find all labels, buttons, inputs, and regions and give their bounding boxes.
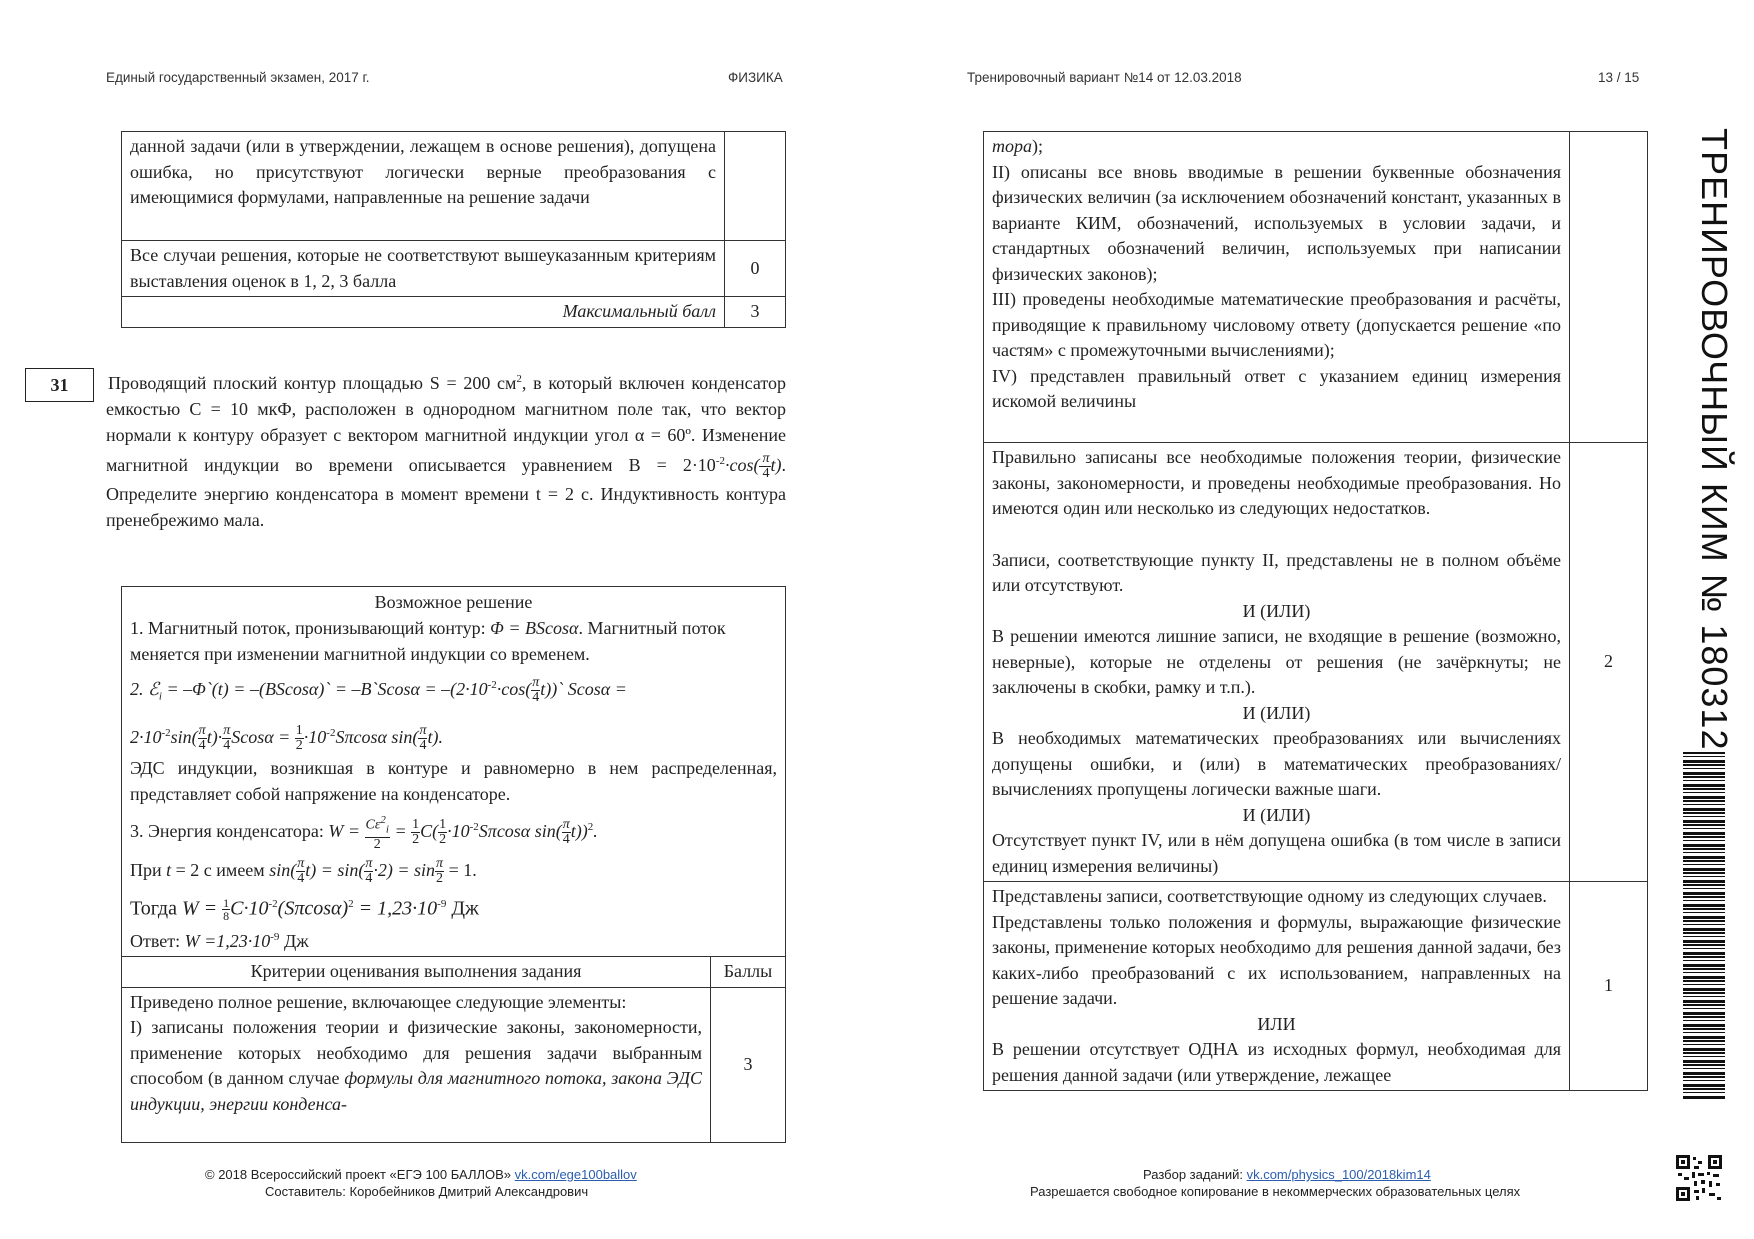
formula: ·2) = sin bbox=[373, 859, 436, 880]
footer-link-project[interactable]: vk.com/ege100ballov bbox=[514, 1167, 637, 1182]
text: = 2 с имеем bbox=[171, 859, 270, 880]
text: Представлены записи, соответствующие одному из следующих случаев. bbox=[992, 886, 1547, 906]
text: © 2018 Всероссийский проект «ЕГЭ 100 БАЛЛОВ» bbox=[205, 1167, 515, 1182]
superscript: 2 bbox=[587, 820, 594, 833]
numerator bbox=[365, 813, 390, 837]
max-score-value: 3 bbox=[725, 297, 786, 328]
fraction bbox=[531, 676, 540, 705]
formula: Φ = BScosα bbox=[490, 618, 579, 638]
criteria-text bbox=[984, 882, 1570, 1091]
numerator: 1 bbox=[223, 896, 230, 911]
formula: (Sπcosα) bbox=[277, 897, 349, 920]
text: Отсутствует пункт IV, или в нём допущена ошибка (в том числе в записи единиц измерения величины) bbox=[992, 830, 1561, 876]
formula: Sπcosα sin( bbox=[478, 820, 562, 841]
fraction bbox=[296, 857, 305, 886]
text: II) описаны все вновь вводимые в решении буквенные обозначения физических величин (за исключением обозначений констант, указанных в варианте КИМ, обозначений, используемых в условии задачи, и стандартных обозначений величин, используемых при написании физических законов); bbox=[992, 161, 1561, 284]
denominator: 2 bbox=[436, 871, 444, 887]
denominator: 4 bbox=[297, 871, 305, 887]
denominator: 4 bbox=[198, 737, 206, 753]
superscript: -2 bbox=[268, 897, 278, 910]
superscript: -2 bbox=[326, 726, 336, 739]
superscript: -9 bbox=[437, 897, 447, 910]
criteria-score: 2 bbox=[1570, 443, 1648, 882]
footer-copyright-note: Разрешается свободное копирование в некоммерческих образовательных целях bbox=[1030, 1184, 1521, 1199]
denominator: 4 bbox=[762, 466, 770, 482]
numerator: π bbox=[436, 856, 444, 872]
formula: t)· bbox=[206, 726, 223, 747]
solution-result bbox=[130, 888, 777, 925]
spacer bbox=[992, 522, 1561, 548]
text: Ответ: bbox=[130, 931, 185, 952]
superscript: -2 bbox=[161, 726, 171, 739]
formula: t))` Scosα = bbox=[540, 679, 627, 699]
denominator: 4 bbox=[419, 737, 427, 753]
denominator: 2 bbox=[373, 836, 381, 852]
fraction bbox=[759, 452, 770, 481]
formula: t) bbox=[770, 455, 782, 475]
formula: t bbox=[166, 859, 172, 880]
text: 3. Энергия конденсатора: bbox=[130, 820, 329, 841]
criteria-text bbox=[984, 132, 1570, 443]
text: Тогда bbox=[130, 897, 182, 920]
table-row bbox=[122, 241, 786, 297]
criteria-text bbox=[122, 987, 711, 1142]
numerator: 1 bbox=[439, 816, 447, 832]
task-statement bbox=[106, 366, 786, 533]
criteria-score bbox=[725, 132, 786, 241]
fraction bbox=[438, 818, 447, 847]
text: Дж bbox=[446, 897, 479, 920]
solution-title: Возможное решение bbox=[374, 592, 533, 612]
solution-step-4 bbox=[130, 852, 777, 888]
footer-right-line1 bbox=[1143, 1167, 1431, 1182]
barcode-icon bbox=[1683, 752, 1725, 1100]
superscript: 2 bbox=[516, 373, 522, 385]
table-row bbox=[122, 587, 786, 957]
fraction bbox=[411, 818, 420, 847]
table-row bbox=[984, 882, 1648, 1091]
superscript: -2 bbox=[715, 455, 725, 467]
numerator: π bbox=[297, 856, 305, 872]
formula: = 1,23·10 bbox=[353, 897, 438, 920]
numerator: π bbox=[532, 675, 540, 691]
formula: t)) bbox=[570, 820, 588, 841]
text: 1. Магнитный поток, пронизывающий контур: bbox=[130, 618, 491, 638]
text: Дж bbox=[279, 931, 309, 952]
formula: ·10 bbox=[303, 726, 327, 747]
or-label: ИЛИ bbox=[1257, 1013, 1296, 1034]
formula: W = bbox=[181, 897, 223, 920]
formula: sin( bbox=[269, 859, 297, 880]
formula: W = bbox=[328, 820, 365, 841]
text: Записи, соответствующие пункту II, представлены не в полном объёме или отсутствуют. bbox=[992, 549, 1561, 595]
emf-explanation: ЭДС индукции, возникшая в контуре и равномерно в нем распределенная, представляет собой напряжение на конденсаторе. bbox=[130, 757, 777, 804]
text: = 1. bbox=[444, 859, 477, 880]
solution-answer bbox=[130, 924, 777, 954]
header-page-number: 13 / 15 bbox=[1598, 70, 1640, 85]
numerator: π bbox=[562, 816, 570, 832]
formula: C·10 bbox=[230, 897, 269, 920]
denominator: 2 bbox=[439, 831, 447, 847]
criteria-text: данной задачи (или в утверждении, лежащем в основе решения), допущена ошибка, но присутствуют логически верные преобразования с имеющимися формулами, направленные на решение задачи bbox=[122, 132, 725, 241]
formula: . bbox=[593, 820, 598, 841]
text: IV) представлен правильный ответ с указанием единиц измерения искомой величины bbox=[992, 365, 1561, 411]
solution-cell bbox=[122, 587, 786, 957]
solution-step-1 bbox=[130, 615, 777, 667]
numerator: π bbox=[198, 722, 206, 738]
formula: = bbox=[389, 820, 412, 841]
superscript: -9 bbox=[270, 931, 280, 944]
superscript: 2 bbox=[380, 814, 386, 827]
footer-link-analysis[interactable]: vk.com/physics_100/2018kim14 bbox=[1246, 1167, 1431, 1182]
fraction bbox=[435, 857, 444, 886]
superscript: -2 bbox=[469, 820, 479, 833]
formula: C( bbox=[420, 820, 439, 841]
text: Приведено полное решение, включающее следующие элементы: bbox=[130, 991, 627, 1012]
formula: = –Φ`(t) = –(BScosα)` = –B`Scosα = –(2·10 bbox=[161, 679, 488, 699]
fraction bbox=[222, 897, 230, 922]
numerator: π bbox=[419, 722, 427, 738]
table-row bbox=[122, 957, 786, 988]
denominator: 4 bbox=[562, 831, 570, 847]
criteria-text: Все случаи решения, которые не соответствуют вышеуказанным критериям выставления оценок в 1, 2, 3 балла bbox=[122, 241, 725, 297]
solution-step-3 bbox=[130, 807, 777, 852]
header-variant: Тренировочный вариант №14 от 12.03.2018 bbox=[967, 70, 1242, 85]
formula: 2. ℰ bbox=[130, 679, 159, 699]
text: В необходимых математических преобразованиях или вычислениях допущены ошибки, и (или) в математических преобразованиях/ вычислениях пропущены логически важные шаги. bbox=[992, 728, 1561, 799]
numerator: 1 bbox=[412, 816, 420, 832]
fraction bbox=[365, 813, 390, 851]
formula: Scosα = bbox=[231, 726, 295, 747]
footer-author: Составитель: Коробейников Дмитрий Александрович bbox=[265, 1184, 589, 1199]
text: Разбор заданий: bbox=[1143, 1167, 1247, 1182]
denominator: 4 bbox=[365, 871, 373, 887]
score-header: Баллы bbox=[711, 957, 786, 988]
formula: Sπcosα sin( bbox=[335, 726, 419, 747]
formula: Cε bbox=[365, 817, 381, 833]
max-score-label: Максимальный балл bbox=[122, 297, 725, 328]
denominator: 4 bbox=[223, 737, 231, 753]
numerator: π bbox=[223, 722, 231, 738]
table-row bbox=[122, 132, 786, 241]
criteria-table-right bbox=[983, 131, 1648, 1091]
denominator: 4 bbox=[532, 690, 540, 706]
criteria-score: 1 bbox=[1570, 882, 1648, 1091]
table-row bbox=[984, 132, 1648, 443]
table-row bbox=[984, 443, 1648, 882]
text: В решении отсутствует ОДНА из исходных формул, необходимая для решения данной задачи (или утверждение, лежащее bbox=[992, 1039, 1561, 1085]
criteria-table-continuation bbox=[121, 131, 786, 328]
task-number-box: 31 bbox=[25, 368, 94, 402]
table-row bbox=[122, 297, 786, 328]
task-text: . Определите энергию конденсатора в момент времени t = 2 с. Индуктивность контура пренебрежимо мала. bbox=[106, 455, 786, 531]
numerator: 1 bbox=[295, 722, 303, 738]
text: III) проведены необходимые математические преобразования и расчёты, приводящие к правильному числовому ответу (допускается решение «по частям» с промежуточными вычислениями); bbox=[992, 289, 1561, 360]
formula: ·cos( bbox=[496, 679, 532, 699]
criteria-text bbox=[984, 443, 1570, 882]
formula: t). bbox=[427, 726, 443, 747]
criteria-header: Критерии оценивания выполнения задания bbox=[122, 957, 711, 988]
text: Правильно записаны все необходимые положения теории, физические законы, закономерности, и проведены необходимые преобразования. Но имеются один или несколько из следующих недостатков. bbox=[992, 447, 1561, 518]
text: . Магнитный поток меняется при изменении магнитной индукции со временем. bbox=[130, 618, 726, 664]
and-or-label: И (ИЛИ) bbox=[1242, 804, 1311, 825]
header-exam-title: Единый государственный экзамен, 2017 г. bbox=[106, 70, 370, 85]
footer-left-line1 bbox=[205, 1167, 637, 1182]
fraction bbox=[222, 724, 231, 753]
table-row bbox=[122, 987, 786, 1142]
text: В решении имеются лишние записи, не входящие в решение (возможно, неверные), которые не отделены от решения (не зачёркнуты; не заключены в скобки, рамку и т.п.). bbox=[992, 626, 1561, 697]
solution-step-2 bbox=[130, 667, 777, 755]
task-text: , в который включен конденсатор емкостью С = 10 мкФ, расположен в однородном магнитном поле так, что вектор нормали к контуру образует с вектором магнитной индукции угол α = 60º. Изменение магнитной индукции во времени описывается уравнением В = 2·10 bbox=[106, 373, 787, 475]
fraction bbox=[198, 724, 207, 753]
criteria-score: 3 bbox=[711, 987, 786, 1142]
fraction bbox=[562, 818, 571, 847]
subscript: i bbox=[385, 823, 389, 836]
formula: t) = sin( bbox=[305, 859, 365, 880]
formula: W =1,23·10 bbox=[184, 931, 271, 952]
criteria-score: 0 bbox=[725, 241, 786, 297]
header-subject: ФИЗИКА bbox=[728, 70, 783, 85]
criteria-score bbox=[1570, 132, 1648, 443]
side-title: ТРЕНИРОВОЧНЫЙ КИМ № 180312 bbox=[1694, 128, 1735, 751]
text: тора bbox=[992, 136, 1032, 156]
subscript: i bbox=[158, 690, 162, 703]
text: При bbox=[130, 859, 167, 880]
denominator: 2 bbox=[295, 737, 303, 753]
formula: sin( bbox=[170, 726, 198, 747]
text: I) записаны положения теории и физические законы, закономерности, применение которых необходимо для решения задачи выбранным способом (в данном случае bbox=[130, 1017, 702, 1089]
text: формулы для магнитного потока, закона ЭДС индукции, энергии конденса- bbox=[130, 1068, 702, 1114]
formula: ·10 bbox=[447, 820, 470, 841]
task-text: Проводящий плоский контур площадью S = 200 см bbox=[108, 373, 517, 393]
and-or-label: И (ИЛИ) bbox=[1242, 702, 1311, 723]
formula: ·cos( bbox=[724, 455, 760, 475]
denominator: 8 bbox=[223, 909, 230, 924]
denominator: 2 bbox=[412, 831, 420, 847]
text: ); bbox=[1032, 136, 1043, 156]
formula: 2·10 bbox=[130, 726, 162, 747]
superscript: -2 bbox=[487, 679, 497, 691]
qr-code-icon bbox=[1676, 1155, 1722, 1201]
numerator: π bbox=[759, 452, 770, 467]
superscript: 2 bbox=[348, 897, 354, 910]
text: Представлены только положения и формулы, выражающие физические законы, применение которых необходимо для решения данной задачи, без каких-либо преобразований с их использованием, направленных на решение задачи. bbox=[992, 911, 1561, 1008]
solution-table bbox=[121, 586, 786, 1143]
and-or-label: И (ИЛИ) bbox=[1242, 600, 1311, 621]
numerator: π bbox=[365, 856, 373, 872]
fraction bbox=[295, 724, 304, 753]
